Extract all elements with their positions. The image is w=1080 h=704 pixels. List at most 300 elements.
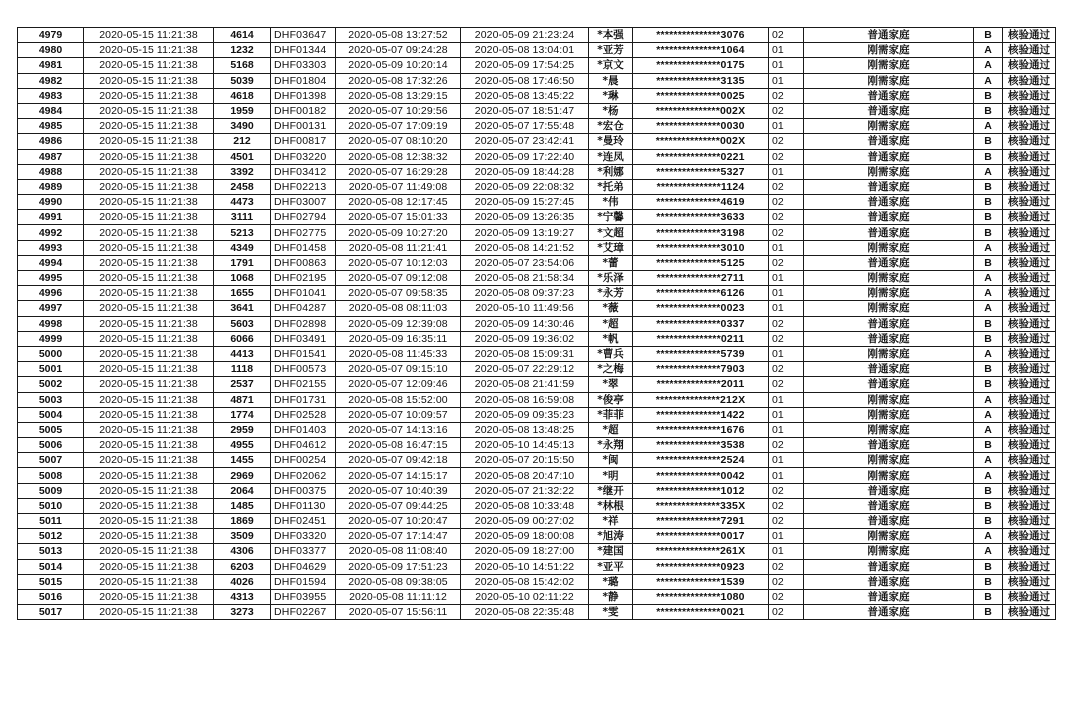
cell-row-number: 4998 [18, 316, 84, 331]
cell-lottery-number: 3509 [214, 529, 271, 544]
cell-import-time: 2020-05-15 11:21:38 [84, 316, 214, 331]
table-row [18, 346, 1056, 361]
cell-import-time: 2020-05-15 11:21:38 [84, 195, 214, 210]
scanned-document [17, 27, 1056, 620]
cell-family-type-code: 02 [769, 362, 804, 377]
table-row [18, 73, 1056, 88]
cell-lottery-number: 1118 [214, 362, 271, 377]
cell-review-time: 2020-05-08 21:58:34 [461, 271, 589, 286]
cell-family-type-code: 02 [769, 514, 804, 529]
cell-family-type: 刚需家庭 [804, 73, 974, 88]
cell-id-number: ***************002X [633, 134, 769, 149]
cell-review-time: 2020-05-09 17:54:25 [461, 58, 589, 73]
cell-review-time: 2020-05-08 13:45:22 [461, 88, 589, 103]
cell-row-number: 5017 [18, 605, 84, 620]
cell-group-code: B [974, 498, 1003, 513]
cell-id-number: ***************0337 [633, 316, 769, 331]
cell-verification-status: 核验通过 [1003, 407, 1056, 422]
cell-review-time: 2020-05-09 09:35:23 [461, 407, 589, 422]
cell-review-time: 2020-05-08 20:47:10 [461, 468, 589, 483]
table-row [18, 225, 1056, 240]
cell-id-number: ***************212X [633, 392, 769, 407]
cell-family-type-code: 01 [769, 73, 804, 88]
cell-group-code: A [974, 529, 1003, 544]
cell-application-id: DHF03220 [271, 149, 336, 164]
cell-group-code: B [974, 149, 1003, 164]
cell-submit-time: 2020-05-08 17:32:26 [336, 73, 461, 88]
cell-row-number: 5015 [18, 574, 84, 589]
cell-applicant-name: *宏仓 [589, 119, 633, 134]
table-row [18, 286, 1056, 301]
cell-lottery-number: 3273 [214, 605, 271, 620]
cell-submit-time: 2020-05-07 09:15:10 [336, 362, 461, 377]
cell-family-type: 普通家庭 [804, 88, 974, 103]
cell-family-type: 刚需家庭 [804, 240, 974, 255]
cell-submit-time: 2020-05-08 11:11:12 [336, 589, 461, 604]
cell-id-number: ***************4619 [633, 195, 769, 210]
table-row [18, 377, 1056, 392]
cell-family-type-code: 02 [769, 559, 804, 574]
cell-family-type: 普通家庭 [804, 210, 974, 225]
cell-row-number: 4990 [18, 195, 84, 210]
cell-import-time: 2020-05-15 11:21:38 [84, 28, 214, 43]
cell-application-id: DHF03320 [271, 529, 336, 544]
cell-lottery-number: 4614 [214, 28, 271, 43]
cell-family-type-code: 01 [769, 468, 804, 483]
cell-application-id: DHF04612 [271, 438, 336, 453]
cell-family-type: 刚需家庭 [804, 286, 974, 301]
cell-verification-status: 核验通过 [1003, 438, 1056, 453]
cell-applicant-name: *旭涛 [589, 529, 633, 544]
cell-family-type: 刚需家庭 [804, 453, 974, 468]
cell-id-number: ***************5739 [633, 346, 769, 361]
cell-id-number: ***************0030 [633, 119, 769, 134]
cell-id-number: ***************1064 [633, 43, 769, 58]
cell-group-code: B [974, 574, 1003, 589]
cell-group-code: B [974, 179, 1003, 194]
cell-review-time: 2020-05-09 13:26:35 [461, 210, 589, 225]
cell-import-time: 2020-05-15 11:21:38 [84, 392, 214, 407]
cell-review-time: 2020-05-10 11:49:56 [461, 301, 589, 316]
cell-submit-time: 2020-05-07 09:24:28 [336, 43, 461, 58]
cell-row-number: 4979 [18, 28, 84, 43]
cell-verification-status: 核验通过 [1003, 210, 1056, 225]
cell-group-code: A [974, 43, 1003, 58]
cell-import-time: 2020-05-15 11:21:38 [84, 240, 214, 255]
table-row [18, 514, 1056, 529]
table-row [18, 483, 1056, 498]
cell-verification-status: 核验通过 [1003, 346, 1056, 361]
table-row [18, 468, 1056, 483]
cell-verification-status: 核验通过 [1003, 544, 1056, 559]
cell-family-type-code: 01 [769, 422, 804, 437]
cell-family-type: 普通家庭 [804, 574, 974, 589]
cell-group-code: B [974, 331, 1003, 346]
cell-import-time: 2020-05-15 11:21:38 [84, 331, 214, 346]
cell-row-number: 4988 [18, 164, 84, 179]
table-row [18, 58, 1056, 73]
cell-review-time: 2020-05-10 14:51:22 [461, 559, 589, 574]
cell-review-time: 2020-05-09 22:08:32 [461, 179, 589, 194]
cell-submit-time: 2020-05-08 12:38:32 [336, 149, 461, 164]
cell-row-number: 5011 [18, 514, 84, 529]
cell-verification-status: 核验通过 [1003, 301, 1056, 316]
cell-submit-time: 2020-05-07 14:13:16 [336, 422, 461, 437]
table-row [18, 43, 1056, 58]
cell-review-time: 2020-05-07 18:51:47 [461, 103, 589, 118]
cell-review-time: 2020-05-07 23:42:41 [461, 134, 589, 149]
table-row [18, 589, 1056, 604]
cell-submit-time: 2020-05-07 09:58:35 [336, 286, 461, 301]
cell-lottery-number: 1068 [214, 271, 271, 286]
cell-family-type-code: 02 [769, 574, 804, 589]
cell-family-type: 刚需家庭 [804, 392, 974, 407]
cell-family-type: 普通家庭 [804, 316, 974, 331]
cell-verification-status: 核验通过 [1003, 134, 1056, 149]
cell-row-number: 4996 [18, 286, 84, 301]
cell-application-id: DHF02451 [271, 514, 336, 529]
cell-applicant-name: *超 [589, 422, 633, 437]
cell-lottery-number: 1232 [214, 43, 271, 58]
cell-applicant-name: *本强 [589, 28, 633, 43]
cell-group-code: B [974, 210, 1003, 225]
cell-import-time: 2020-05-15 11:21:38 [84, 544, 214, 559]
cell-submit-time: 2020-05-07 15:56:11 [336, 605, 461, 620]
cell-applicant-name: *亚平 [589, 559, 633, 574]
cell-family-type-code: 01 [769, 544, 804, 559]
cell-review-time: 2020-05-08 15:09:31 [461, 346, 589, 361]
cell-submit-time: 2020-05-09 16:35:11 [336, 331, 461, 346]
cell-family-type-code: 02 [769, 28, 804, 43]
cell-verification-status: 核验通过 [1003, 392, 1056, 407]
cell-lottery-number: 3490 [214, 119, 271, 134]
cell-import-time: 2020-05-15 11:21:38 [84, 605, 214, 620]
cell-lottery-number: 1959 [214, 103, 271, 118]
cell-id-number: ***************7903 [633, 362, 769, 377]
cell-application-id: DHF03303 [271, 58, 336, 73]
cell-family-type-code: 01 [769, 529, 804, 544]
cell-review-time: 2020-05-07 21:32:22 [461, 483, 589, 498]
cell-group-code: B [974, 559, 1003, 574]
cell-id-number: ***************1124 [633, 179, 769, 194]
table-row [18, 240, 1056, 255]
cell-application-id: DHF01458 [271, 240, 336, 255]
cell-application-id: DHF01804 [271, 73, 336, 88]
cell-application-id: DHF04629 [271, 559, 336, 574]
cell-family-type: 刚需家庭 [804, 407, 974, 422]
cell-group-code: B [974, 316, 1003, 331]
cell-row-number: 5001 [18, 362, 84, 377]
cell-family-type-code: 01 [769, 453, 804, 468]
cell-lottery-number: 2064 [214, 483, 271, 498]
cell-family-type: 普通家庭 [804, 362, 974, 377]
cell-import-time: 2020-05-15 11:21:38 [84, 119, 214, 134]
cell-family-type: 普通家庭 [804, 377, 974, 392]
cell-family-type-code: 01 [769, 43, 804, 58]
cell-application-id: DHF02062 [271, 468, 336, 483]
cell-submit-time: 2020-05-07 10:09:57 [336, 407, 461, 422]
cell-import-time: 2020-05-15 11:21:38 [84, 422, 214, 437]
cell-import-time: 2020-05-15 11:21:38 [84, 483, 214, 498]
cell-application-id: DHF02213 [271, 179, 336, 194]
cell-application-id: DHF02267 [271, 605, 336, 620]
cell-verification-status: 核验通过 [1003, 225, 1056, 240]
cell-group-code: A [974, 271, 1003, 286]
cell-group-code: B [974, 88, 1003, 103]
cell-group-code: B [974, 195, 1003, 210]
cell-verification-status: 核验通过 [1003, 498, 1056, 513]
cell-application-id: DHF03412 [271, 164, 336, 179]
cell-application-id: DHF01594 [271, 574, 336, 589]
cell-import-time: 2020-05-15 11:21:38 [84, 286, 214, 301]
cell-lottery-number: 4501 [214, 149, 271, 164]
cell-row-number: 4984 [18, 103, 84, 118]
cell-application-id: DHF01541 [271, 346, 336, 361]
cell-import-time: 2020-05-15 11:21:38 [84, 589, 214, 604]
cell-applicant-name: *京文 [589, 58, 633, 73]
cell-family-type-code: 02 [769, 589, 804, 604]
cell-row-number: 4985 [18, 119, 84, 134]
cell-submit-time: 2020-05-07 09:42:18 [336, 453, 461, 468]
cell-submit-time: 2020-05-09 12:39:08 [336, 316, 461, 331]
cell-import-time: 2020-05-15 11:21:38 [84, 210, 214, 225]
cell-row-number: 5014 [18, 559, 84, 574]
cell-group-code: B [974, 255, 1003, 270]
cell-application-id: DHF00817 [271, 134, 336, 149]
cell-family-type: 刚需家庭 [804, 301, 974, 316]
cell-submit-time: 2020-05-07 15:01:33 [336, 210, 461, 225]
cell-applicant-name: *超 [589, 316, 633, 331]
cell-row-number: 4991 [18, 210, 84, 225]
cell-family-type-code: 02 [769, 498, 804, 513]
cell-application-id: DHF02775 [271, 225, 336, 240]
cell-review-time: 2020-05-08 21:41:59 [461, 377, 589, 392]
cell-group-code: A [974, 240, 1003, 255]
table-row [18, 605, 1056, 620]
cell-id-number: ***************0175 [633, 58, 769, 73]
cell-lottery-number: 2969 [214, 468, 271, 483]
cell-family-type-code: 02 [769, 377, 804, 392]
cell-lottery-number: 5168 [214, 58, 271, 73]
cell-row-number: 5006 [18, 438, 84, 453]
cell-import-time: 2020-05-15 11:21:38 [84, 134, 214, 149]
cell-row-number: 5016 [18, 589, 84, 604]
cell-group-code: A [974, 544, 1003, 559]
cell-review-time: 2020-05-09 18:00:08 [461, 529, 589, 544]
cell-applicant-name: *亚芳 [589, 43, 633, 58]
cell-applicant-name: *林根 [589, 498, 633, 513]
table-row [18, 407, 1056, 422]
cell-review-time: 2020-05-09 18:44:28 [461, 164, 589, 179]
cell-submit-time: 2020-05-07 11:49:08 [336, 179, 461, 194]
cell-application-id: DHF03007 [271, 195, 336, 210]
cell-group-code: B [974, 28, 1003, 43]
cell-application-id: DHF00573 [271, 362, 336, 377]
cell-import-time: 2020-05-15 11:21:38 [84, 529, 214, 544]
cell-verification-status: 核验通过 [1003, 195, 1056, 210]
cell-group-code: B [974, 225, 1003, 240]
cell-submit-time: 2020-05-08 09:38:05 [336, 574, 461, 589]
cell-lottery-number: 4413 [214, 346, 271, 361]
cell-group-code: A [974, 73, 1003, 88]
cell-application-id: DHF01344 [271, 43, 336, 58]
cell-row-number: 4999 [18, 331, 84, 346]
cell-lottery-number: 2537 [214, 377, 271, 392]
cell-verification-status: 核验通过 [1003, 589, 1056, 604]
cell-submit-time: 2020-05-08 13:29:15 [336, 88, 461, 103]
cell-import-time: 2020-05-15 11:21:38 [84, 559, 214, 574]
cell-family-type: 刚需家庭 [804, 529, 974, 544]
cell-submit-time: 2020-05-07 10:29:56 [336, 103, 461, 118]
cell-submit-time: 2020-05-07 17:09:19 [336, 119, 461, 134]
cell-applicant-name: *建国 [589, 544, 633, 559]
cell-group-code: A [974, 346, 1003, 361]
cell-submit-time: 2020-05-08 16:47:15 [336, 438, 461, 453]
cell-lottery-number: 1485 [214, 498, 271, 513]
cell-row-number: 5010 [18, 498, 84, 513]
cell-application-id: DHF00182 [271, 103, 336, 118]
cell-submit-time: 2020-05-09 10:20:14 [336, 58, 461, 73]
cell-submit-time: 2020-05-07 08:10:20 [336, 134, 461, 149]
cell-review-time: 2020-05-07 22:29:12 [461, 362, 589, 377]
cell-application-id: DHF03491 [271, 331, 336, 346]
cell-lottery-number: 5039 [214, 73, 271, 88]
cell-family-type-code: 02 [769, 88, 804, 103]
cell-family-type-code: 01 [769, 392, 804, 407]
cell-lottery-number: 4618 [214, 88, 271, 103]
cell-verification-status: 核验通过 [1003, 73, 1056, 88]
cell-family-type-code: 02 [769, 103, 804, 118]
table-body [18, 28, 1056, 620]
cell-group-code: B [974, 589, 1003, 604]
cell-family-type: 普通家庭 [804, 589, 974, 604]
cell-submit-time: 2020-05-07 10:20:47 [336, 514, 461, 529]
cell-applicant-name: *雯 [589, 605, 633, 620]
cell-id-number: ***************3538 [633, 438, 769, 453]
cell-applicant-name: *闽 [589, 453, 633, 468]
cell-group-code: B [974, 514, 1003, 529]
cell-verification-status: 核验通过 [1003, 271, 1056, 286]
cell-import-time: 2020-05-15 11:21:38 [84, 407, 214, 422]
cell-family-type-code: 02 [769, 225, 804, 240]
cell-verification-status: 核验通过 [1003, 574, 1056, 589]
cell-submit-time: 2020-05-07 12:09:46 [336, 377, 461, 392]
table-row [18, 529, 1056, 544]
cell-group-code: B [974, 605, 1003, 620]
cell-id-number: ***************3010 [633, 240, 769, 255]
cell-review-time: 2020-05-08 15:42:02 [461, 574, 589, 589]
cell-applicant-name: *曼玲 [589, 134, 633, 149]
cell-review-time: 2020-05-09 15:27:45 [461, 195, 589, 210]
cell-lottery-number: 1655 [214, 286, 271, 301]
cell-verification-status: 核验通过 [1003, 514, 1056, 529]
cell-family-type-code: 02 [769, 483, 804, 498]
cell-verification-status: 核验通过 [1003, 103, 1056, 118]
cell-application-id: DHF00863 [271, 255, 336, 270]
cell-application-id: DHF02155 [271, 377, 336, 392]
cell-applicant-name: *帆 [589, 331, 633, 346]
cell-applicant-name: *永芳 [589, 286, 633, 301]
cell-applicant-name: *翠 [589, 377, 633, 392]
cell-review-time: 2020-05-07 20:15:50 [461, 453, 589, 468]
cell-import-time: 2020-05-15 11:21:38 [84, 58, 214, 73]
cell-submit-time: 2020-05-09 17:51:23 [336, 559, 461, 574]
cell-group-code: B [974, 377, 1003, 392]
cell-import-time: 2020-05-15 11:21:38 [84, 103, 214, 118]
cell-family-type-code: 02 [769, 179, 804, 194]
cell-verification-status: 核验通过 [1003, 483, 1056, 498]
cell-import-time: 2020-05-15 11:21:38 [84, 149, 214, 164]
cell-import-time: 2020-05-15 11:21:38 [84, 438, 214, 453]
cell-family-type-code: 01 [769, 271, 804, 286]
cell-id-number: ***************2524 [633, 453, 769, 468]
cell-applicant-name: *祥 [589, 514, 633, 529]
cell-id-number: ***************1676 [633, 422, 769, 437]
cell-verification-status: 核验通过 [1003, 255, 1056, 270]
cell-applicant-name: *乐泽 [589, 271, 633, 286]
cell-id-number: ***************1422 [633, 407, 769, 422]
cell-review-time: 2020-05-10 14:45:13 [461, 438, 589, 453]
cell-import-time: 2020-05-15 11:21:38 [84, 346, 214, 361]
cell-lottery-number: 4313 [214, 589, 271, 604]
cell-family-type: 刚需家庭 [804, 422, 974, 437]
cell-id-number: ***************1539 [633, 574, 769, 589]
cell-lottery-number: 2458 [214, 179, 271, 194]
cell-verification-status: 核验通过 [1003, 164, 1056, 179]
cell-row-number: 4986 [18, 134, 84, 149]
cell-review-time: 2020-05-08 14:21:52 [461, 240, 589, 255]
cell-verification-status: 核验通过 [1003, 559, 1056, 574]
cell-applicant-name: *伟 [589, 195, 633, 210]
table-row [18, 179, 1056, 194]
cell-submit-time: 2020-05-08 12:17:45 [336, 195, 461, 210]
table-row [18, 134, 1056, 149]
cell-row-number: 4981 [18, 58, 84, 73]
cell-applicant-name: *蕾 [589, 255, 633, 270]
table-row [18, 438, 1056, 453]
cell-applicant-name: *托弟 [589, 179, 633, 194]
cell-import-time: 2020-05-15 11:21:38 [84, 164, 214, 179]
cell-applicant-name: *薇 [589, 301, 633, 316]
cell-row-number: 4987 [18, 149, 84, 164]
cell-import-time: 2020-05-15 11:21:38 [84, 255, 214, 270]
cell-review-time: 2020-05-09 14:30:46 [461, 316, 589, 331]
cell-family-type-code: 01 [769, 58, 804, 73]
cell-row-number: 4995 [18, 271, 84, 286]
table-row [18, 331, 1056, 346]
cell-family-type: 刚需家庭 [804, 346, 974, 361]
cell-id-number: ***************3135 [633, 73, 769, 88]
cell-group-code: B [974, 483, 1003, 498]
cell-verification-status: 核验通过 [1003, 179, 1056, 194]
cell-family-type: 普通家庭 [804, 149, 974, 164]
cell-family-type: 刚需家庭 [804, 544, 974, 559]
cell-family-type: 普通家庭 [804, 605, 974, 620]
cell-submit-time: 2020-05-07 14:15:17 [336, 468, 461, 483]
cell-family-type: 普通家庭 [804, 483, 974, 498]
cell-submit-time: 2020-05-07 09:12:08 [336, 271, 461, 286]
cell-row-number: 4994 [18, 255, 84, 270]
cell-submit-time: 2020-05-08 15:52:00 [336, 392, 461, 407]
cell-verification-status: 核验通过 [1003, 119, 1056, 134]
cell-lottery-number: 5213 [214, 225, 271, 240]
cell-application-id: DHF01130 [271, 498, 336, 513]
cell-review-time: 2020-05-07 23:54:06 [461, 255, 589, 270]
cell-family-type-code: 01 [769, 240, 804, 255]
cell-submit-time: 2020-05-08 08:11:03 [336, 301, 461, 316]
cell-import-time: 2020-05-15 11:21:38 [84, 43, 214, 58]
cell-family-type-code: 01 [769, 346, 804, 361]
